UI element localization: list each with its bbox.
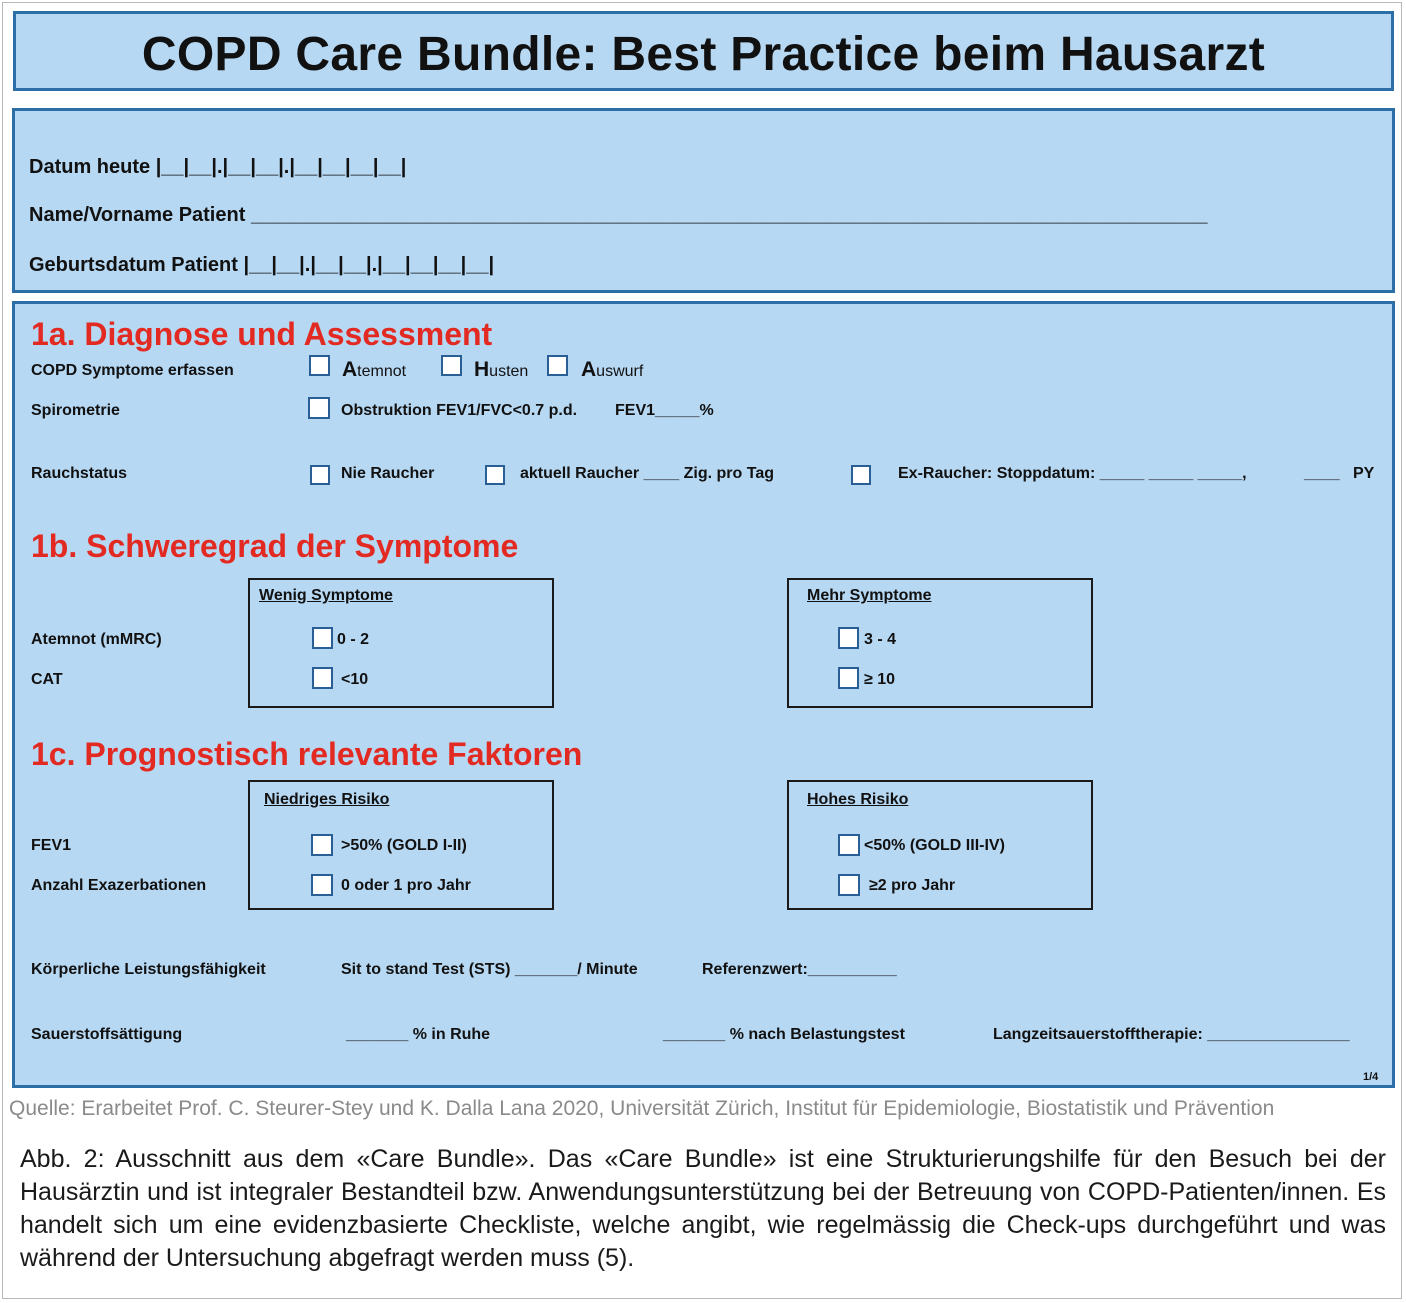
patient-name-row <box>29 204 1208 227</box>
reference-field[interactable]: Referenzwert:__________ <box>702 961 897 978</box>
option-mmrc-3-4: 3 - 4 <box>864 631 897 648</box>
oxygen-saturation-label: Sauerstoffsättigung <box>31 1026 183 1043</box>
smoking-label: Rauchstatus <box>31 465 128 482</box>
option-exa-0-1: 0 oder 1 pro Jahr <box>341 877 471 894</box>
pack-years-unit: PY <box>1353 465 1375 482</box>
header-hohes-risiko: Hohes Risiko <box>807 791 909 808</box>
checkbox-mmrc-3-4[interactable] <box>838 627 859 649</box>
option-obstruktion: Obstruktion FEV1/FVC<0.7 p.d. <box>341 402 578 419</box>
option-fev1-lt-50: <50% (GOLD III-IV) <box>864 837 1005 854</box>
section-1b-heading: 1b. Schweregrad der Symptome <box>31 528 519 564</box>
page-number: 1/4 <box>1363 1071 1379 1083</box>
header-niedriges-risiko: Niedriges Risiko <box>264 791 390 808</box>
title-panel <box>13 11 1394 91</box>
patient-info-panel <box>12 108 1395 293</box>
ltot-field[interactable]: Langzeitsauerstofftherapie: ________________ <box>993 1026 1350 1043</box>
option-nie-raucher: Nie Raucher <box>341 465 435 482</box>
figure-caption: Abb. 2: Ausschnitt aus dem «Care Bundle». Das «Care Bundle» ist eine Strukturierungshilfe für den Besuch bei der Hausärztin und ist integraler Bestandteil bzw. Anwendungsunterstützung bei der Betreuung von COPD-Patienten/innen. Es handelt sich um eine evidenzbasierte Checkliste, welche angibt, wie regelmässig die Check-ups durchgeführt und was während der Untersuchung abgefragt werden muss (5). <box>20 1145 1386 1272</box>
checkbox-husten[interactable] <box>441 355 462 376</box>
section-1a-heading: 1a. Diagnose und Assessment <box>31 316 493 352</box>
option-atemnot: Atemnot <box>342 358 407 381</box>
date-today-field[interactable]: |__|__|.|__|__|.|__|__|__|__| <box>155 156 407 178</box>
option-aktuell-raucher: aktuell Raucher ____ Zig. pro Tag <box>520 465 774 482</box>
date-today-label: Datum heute <box>29 156 151 178</box>
checkbox-fev1-gt-50[interactable] <box>311 834 333 856</box>
checkbox-ex-raucher[interactable] <box>851 465 871 485</box>
checkbox-fev1-lt-50[interactable] <box>838 834 860 856</box>
row-cat-label: CAT <box>31 671 63 688</box>
birthdate-row <box>29 254 494 277</box>
option-auswurf: Auswurf <box>581 358 644 381</box>
option-cat-ge-10: ≥ 10 <box>864 671 896 688</box>
option-ex-raucher: Ex-Raucher: Stoppdatum: _____ _____ _____, <box>898 465 1247 482</box>
assessment-panel <box>12 301 1395 1088</box>
pack-years-field[interactable]: ____ <box>1304 465 1340 482</box>
checkbox-atemnot[interactable] <box>309 355 330 376</box>
checkbox-obstruktion[interactable] <box>308 397 330 419</box>
spirometry-label: Spirometrie <box>31 402 120 419</box>
checkbox-auswurf[interactable] <box>547 355 568 376</box>
symptoms-label: COPD Symptome erfassen <box>31 362 234 379</box>
form-title: COPD Care Bundle: Best Practice beim Hausarzt <box>141 28 1266 81</box>
checkbox-cat-ge-10[interactable] <box>838 667 859 689</box>
option-fev1-gt-50: >50% (GOLD I-II) <box>341 837 467 854</box>
saturation-stress-field[interactable]: _______ % nach Belastungstest <box>663 1026 905 1043</box>
birthdate-label: Geburtsdatum Patient <box>29 254 238 276</box>
date-today-row <box>29 156 406 179</box>
patient-name-field[interactable]: ______________________________________________________________________________________ <box>250 204 1208 226</box>
sts-field[interactable]: Sit to stand Test (STS) _______/ Minute <box>341 961 638 978</box>
birthdate-field[interactable]: |__|__|.|__|__|.|__|__|__|__| <box>243 254 495 276</box>
checkbox-exa-ge-2[interactable] <box>838 874 860 896</box>
checkbox-cat-lt-10[interactable] <box>312 667 333 689</box>
option-mmrc-0-2: 0 - 2 <box>337 631 370 648</box>
header-mehr-symptome: Mehr Symptome <box>807 587 932 604</box>
option-husten: Husten <box>474 358 529 381</box>
checkbox-exa-0-1[interactable] <box>311 874 333 896</box>
fev1-field[interactable]: FEV1_____% <box>615 402 714 419</box>
saturation-rest-field[interactable]: _______ % in Ruhe <box>346 1026 491 1043</box>
patient-name-label: Name/Vorname Patient <box>29 204 246 226</box>
checkbox-aktuell-raucher[interactable] <box>485 465 505 485</box>
row-fev1-label: FEV1 <box>31 837 72 854</box>
option-cat-lt-10: <10 <box>341 671 369 688</box>
fitness-label: Körperliche Leistungsfähigkeit <box>31 961 266 978</box>
row-atemnot-label: Atemnot (mMRC) <box>31 631 162 648</box>
header-wenig-symptome: Wenig Symptome <box>259 587 393 604</box>
checkbox-nie-raucher[interactable] <box>310 465 330 485</box>
option-exa-ge-2: ≥2 pro Jahr <box>869 877 956 894</box>
row-exazerbationen-label: Anzahl Exazerbationen <box>31 877 207 894</box>
source-note: Quelle: Erarbeitet Prof. C. Steurer-Stey und K. Dalla Lana 2020, Universität Zürich, Institut für Epidemiologie, Biostatistik und Prävention <box>9 1097 1275 1120</box>
section-1c-heading: 1c. Prognostisch relevante Faktoren <box>31 736 583 772</box>
checkbox-mmrc-0-2[interactable] <box>312 627 333 649</box>
